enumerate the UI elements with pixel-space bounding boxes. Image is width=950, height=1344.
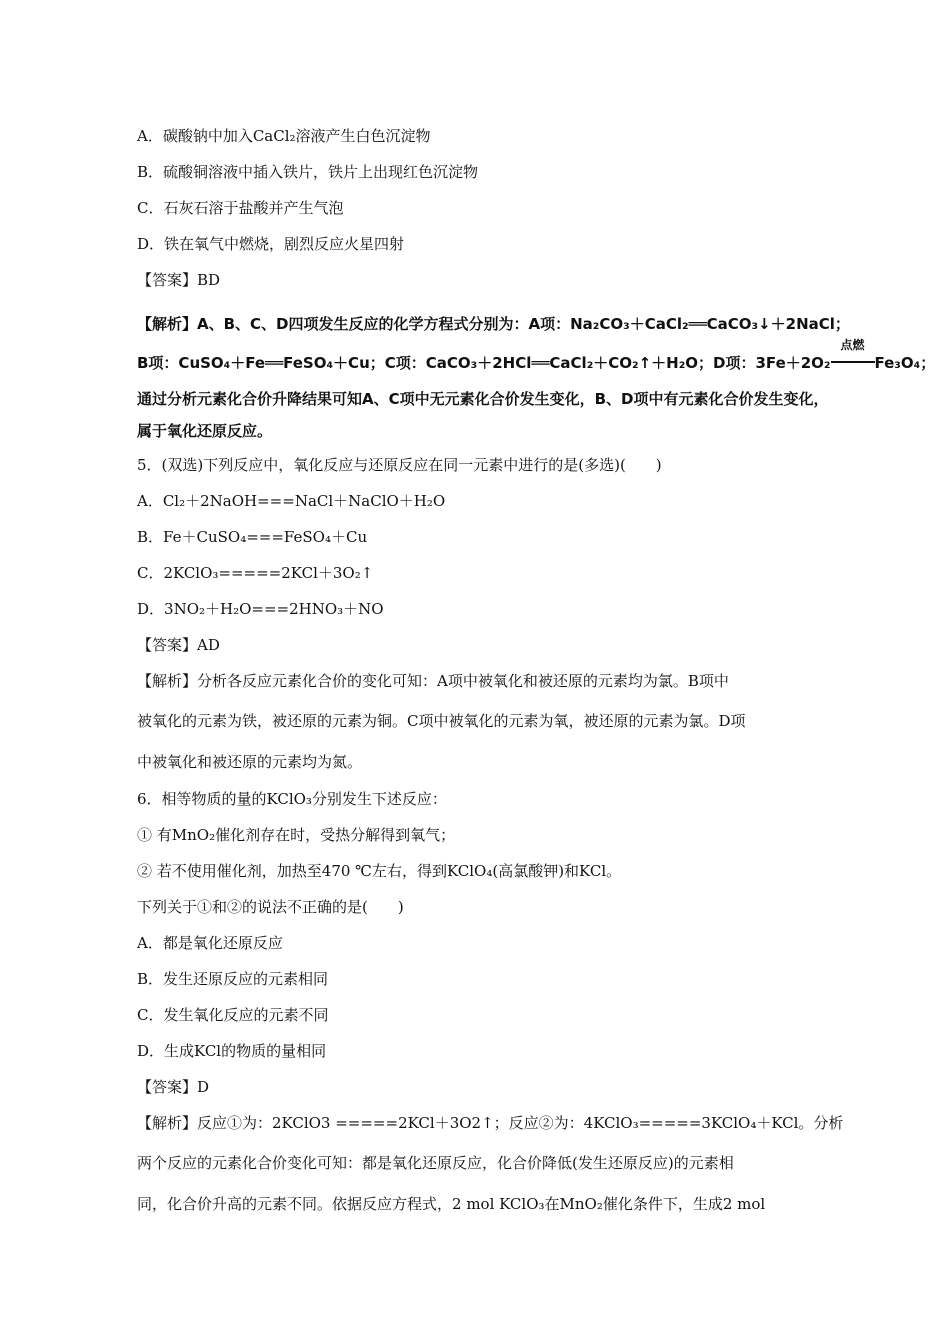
q5-analysis-line-1: 【解析】分析各反应元素化合价的变化可知：A项中被氧化和被还原的元素均为氯。B项中 bbox=[137, 672, 729, 690]
q5-option-b: B．Fe＋CuSO₄===FeSO₄＋Cu bbox=[137, 528, 368, 546]
q5-answer: 【答案】AD bbox=[137, 636, 220, 654]
q6-option-a: A．都是氧化还原反应 bbox=[137, 934, 283, 952]
reaction-condition: 点燃 bbox=[840, 338, 865, 352]
q6-stem: 6．相等物质的量的KClO₃分别发生下述反应： bbox=[137, 790, 447, 808]
q6-item-2: ② 若不使用催化剂，加热至470 ℃左右，得到KClO₄(高氯酸钾)和KCl。 bbox=[137, 862, 622, 880]
q5-option-d: D．3NO₂＋H₂O===2HNO₃＋NO bbox=[137, 600, 384, 618]
q5-option-c: C．2KClO₃=====2KCl＋3O₂↑ bbox=[137, 564, 374, 582]
q6-option-b: B．发生还原反应的元素相同 bbox=[137, 970, 329, 988]
q5-option-a: A．Cl₂＋2NaOH===NaCl＋NaClO＋H₂O bbox=[137, 492, 446, 510]
q6-option-d: D．生成KCl的物质的量相同 bbox=[137, 1042, 327, 1060]
q5-analysis-line-2: 被氧化的元素为铁，被还原的元素为铜。C项中被氧化的元素为氧，被还原的元素为氯。D项 bbox=[137, 712, 746, 730]
q5-stem: 5．(双选)下列反应中，氧化反应与还原反应在同一元素中进行的是(多选)( ) bbox=[137, 456, 662, 474]
q4-analysis-line-1: 【解析】A、B、C、D四项发生反应的化学方程式分别为：A项：Na₂CO₃＋CaCl₂══CaCO₃↓＋2NaCl； bbox=[137, 315, 850, 333]
q6-question: 下列关于①和②的说法不正确的是( ) bbox=[137, 898, 404, 916]
q6-analysis-line-3: 同，化合价升高的元素不同。依据反应方程式，2 mol KClO₃在MnO₂催化条件下，生成2 mol bbox=[137, 1195, 766, 1213]
q4-option-c: C．石灰石溶于盐酸并产生气泡 bbox=[137, 199, 344, 217]
q4-analysis-line-2-post: Fe₃O₄； bbox=[874, 354, 936, 372]
q4-answer: 【答案】BD bbox=[137, 271, 221, 289]
q6-option-c: C．发生氧化反应的元素不同 bbox=[137, 1006, 329, 1024]
q6-answer: 【答案】D bbox=[137, 1078, 210, 1096]
q4-analysis-line-4: 属于氧化还原反应。 bbox=[137, 422, 273, 440]
q5-analysis-line-3: 中被氧化和被还原的元素均为氮。 bbox=[137, 753, 363, 771]
q4-option-b: B．硫酸铜溶液中插入铁片，铁片上出现红色沉淀物 bbox=[137, 163, 479, 181]
q4-analysis-line-2-pre: B项：CuSO₄＋Fe══FeSO₄＋Cu；C项：CaCO₃＋2HCl══CaCl₂＋CO₂↑＋H₂O；D项：3Fe＋2O₂ bbox=[137, 354, 831, 372]
reaction-arrow bbox=[831, 338, 875, 373]
q4-option-d: D．铁在氧气中燃烧，剧烈反应火星四射 bbox=[137, 235, 405, 253]
q6-analysis-line-1: 【解析】反应①为：2KClO3 =====2KCl＋3O2↑；反应②为：4KClO₃=====3KClO₄＋KCl。分析 bbox=[137, 1114, 844, 1132]
q6-analysis-line-2: 两个反应的元素化合价变化可知：都是氧化还原反应，化合价降低(发生还原反应)的元素相 bbox=[137, 1154, 734, 1172]
q4-analysis-line-3: 通过分析元素化合价升降结果可知A、C项中无元素化合价发生变化，B、D项中有元素化合价发生变化， bbox=[137, 390, 829, 408]
q4-analysis-line-2 bbox=[137, 338, 936, 373]
q4-option-a: A．碳酸钠中加入CaCl₂溶液产生白色沉淀物 bbox=[137, 127, 431, 145]
q6-item-1: ① 有MnO₂催化剂存在时，受热分解得到氧气； bbox=[137, 826, 456, 844]
